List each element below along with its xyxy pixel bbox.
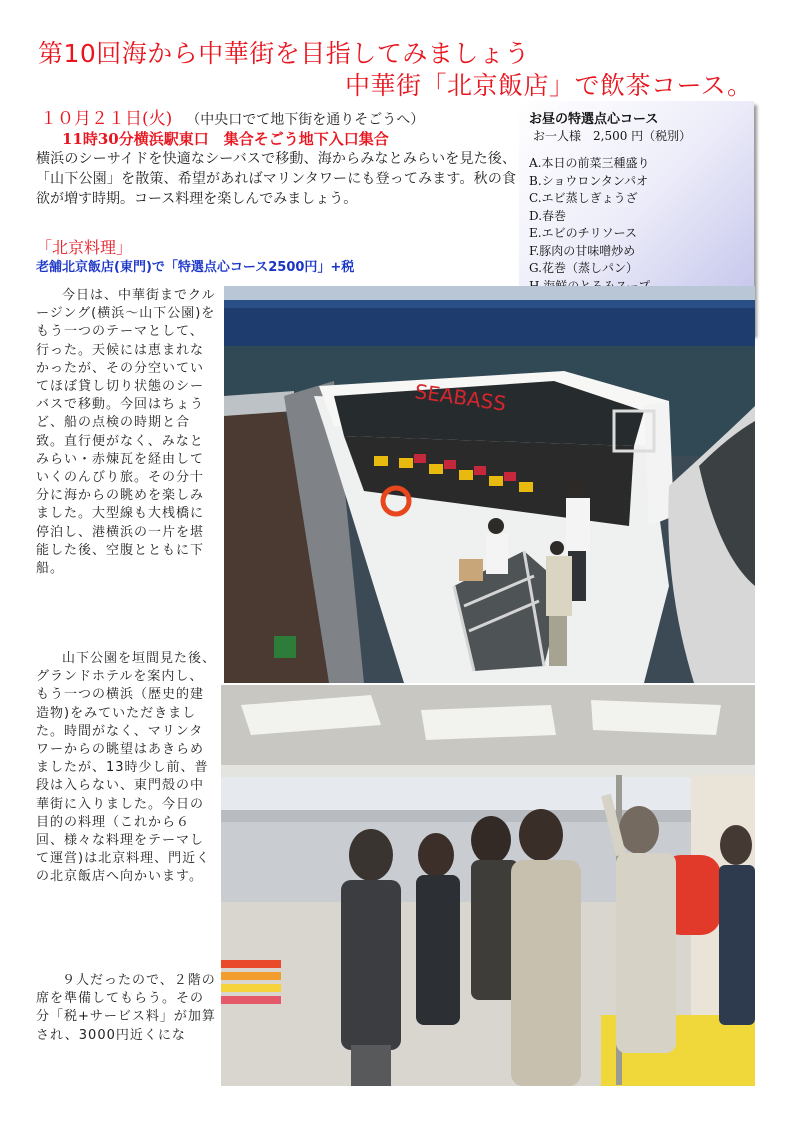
menu-item: A.本日の前菜三種盛り: [529, 156, 650, 170]
passengers-deck-illustration: [221, 685, 755, 1086]
intro-paragraph: 横浜のシーサイドを快適なシーバスで移動、海からみなとみらいを見た後、「山下公園」を散策、希望があればマリンタワーにも登ってみます。秋の食欲が増す時期。コース料理を楽しんでみましょう。: [36, 151, 516, 207]
menu-price: お一人様 2,500 円（税別）: [533, 129, 692, 143]
meeting-info: 11時30分横浜駅東口 集合そごう地下入口集合: [62, 130, 389, 148]
menu-item: G.花巻（蒸しパン）: [529, 261, 638, 275]
menu-title: お昼の特選点心コース: [529, 112, 659, 127]
seabus-boarding-illustration: [224, 286, 755, 683]
body-paragraph-1-text: 今日は、中華街までクルージング(横浜～山下公園)をもう一つのテーマとして、行った。天候には恵まれなかったが、その分空いていてほぼ貸し切り状態のシーバスで移動。今回はちょうど、船の点検の時期と合致。直行便がなく、みなとみらい・赤煉瓦を経由していくのんびり旅。その分十分に海からの眺めを楽しみました。大型線も大桟橋に停泊し、港横浜の一片を堪能した後、空腹とともに下船。: [36, 288, 216, 577]
body-paragraph-2-text: 山下公園を垣間見た後、グランドホテルを案内し、もう一つの横浜（歴史的建造物)をみていただきました。時間がなく、マリンタワーからの眺望はあきらめましたが、13時少し前、普段は入らない、東門殻の中華街に入りました。今日の目的の料理（これから６回、様々な料理をテーマして運営)は北京料理、門近くの北京飯店へ向かいます。: [36, 651, 217, 885]
body-paragraph-1: [36, 287, 216, 637]
event-date: １０月２１日(火): [40, 109, 173, 129]
svg-text:SEABASS: SEABASS: [413, 379, 508, 416]
body-paragraph-3-text: ９人だったので、２階の席を準備してもらう。その分「税+サービス料」が加算され、3000円近くにな: [36, 973, 216, 1043]
section-subheading: 老舗北京飯店(東門)で「特選点心コース2500円」+税: [36, 260, 355, 275]
passengers-deck-photo: [221, 685, 755, 1086]
page-subtitle: 中華街「北京飯店」で飲茶コース。: [345, 71, 753, 100]
menu-item: C.エビ蒸しぎょうざ: [529, 191, 638, 205]
body-paragraph-3: [36, 972, 216, 1072]
menu-item: E.エビのチリソース: [529, 226, 637, 240]
page-title: 第10回海から中華街を目指してみましょう: [38, 39, 530, 68]
menu-item: F.豚肉の甘味噌炒め: [529, 243, 636, 258]
seabus-boarding-photo: [224, 286, 755, 683]
event-date-line: [40, 104, 424, 129]
menu-item: D.春巻: [529, 208, 567, 223]
section-heading: 「北京料理」: [36, 238, 133, 257]
event-date-note: （中央口でて地下街を通りそごうへ）: [186, 112, 425, 128]
menu-item: B.ショウロンタンパオ: [529, 173, 649, 188]
body-paragraph-2: [36, 650, 216, 960]
